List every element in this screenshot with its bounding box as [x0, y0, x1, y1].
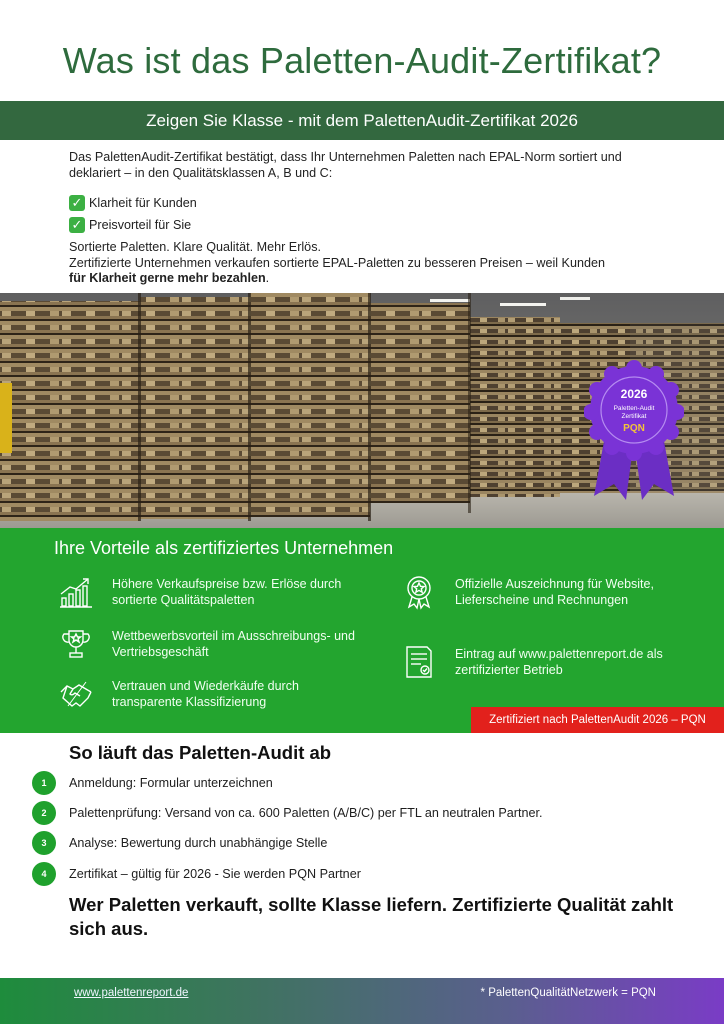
checkmark-icon: ✓ [69, 195, 85, 211]
rising-chart-icon [58, 574, 94, 610]
step-item [32, 801, 542, 825]
seal-line-1: Paletten-Audit [613, 405, 655, 412]
value-line-2: Zertifizierte Unternehmen verkaufen sortierte EPAL-Paletten zu besseren Preisen – weil Kunden [69, 255, 605, 270]
award-medal-icon [401, 574, 437, 610]
benefit-text: Eintrag auf www.palettenreport.de als zertifizierter Betrieb [455, 647, 663, 677]
step-text: Palettenprüfung: Versand von ca. 600 Paletten (A/B/C) per FTL an neutralen Partner. [69, 806, 543, 820]
benefit-item [58, 574, 362, 610]
step-number: 4 [32, 862, 56, 886]
benefit-text: Wettbewerbsvorteil im Ausschreibungs- und Vertriebsgeschäft [112, 629, 355, 659]
step-item [32, 771, 273, 795]
benefit-item [401, 644, 705, 680]
check-list [69, 192, 197, 236]
checkmark-icon: ✓ [69, 217, 85, 233]
benefit-text: Offizielle Auszeichnung für Website, Lieferscheine und Rechnungen [455, 577, 654, 607]
seal-line-2: Zertifikat [621, 413, 647, 420]
pqn-footnote: * PalettenQualitätNetzwerk = PQN [480, 987, 656, 999]
check-item [69, 214, 197, 236]
intro-text: Das PalettenAudit-Zertifikat bestätigt, dass Ihr Unternehmen Paletten nach EPAL-Norm sortiert und deklariert – in den Qualitätsklassen A, B und C: [69, 150, 622, 180]
benefit-text: Höhere Verkaufspreise bzw. Erlöse durch sortierte Qualitätspaletten [112, 577, 342, 607]
handshake-icon [58, 676, 94, 712]
seal-brand: PQN [623, 423, 645, 434]
step-item [32, 831, 327, 855]
value-bold: für Klarheit gerne mehr bezahlen [69, 271, 266, 285]
check-label: Klarheit für Kunden [89, 196, 197, 210]
footer-bar [0, 978, 724, 1024]
certified-tag: Zertifiziert nach PalettenAudit 2026 – PQN [471, 707, 724, 733]
steps-title: So läuft das Paletten-Audit ab [69, 742, 332, 763]
certificate-document-icon [401, 644, 437, 680]
check-item [69, 192, 197, 214]
page-title: Was ist das Paletten-Audit-Zertifikat? [62, 40, 662, 81]
step-number: 2 [32, 801, 56, 825]
benefit-item [401, 574, 705, 610]
benefit-text: Vertrauen und Wiederkäufe durch transparente Klassifizierung [112, 679, 299, 709]
step-text: Zertifikat – gültig für 2026 - Sie werden PQN Partner [69, 867, 361, 881]
pqn-seal-badge [584, 360, 684, 500]
step-number: 3 [32, 831, 56, 855]
value-paragraph [69, 240, 689, 287]
trophy-icon [58, 626, 94, 662]
benefits-title: Ihre Vorteile als zertifiziertes Unternehmen [54, 538, 394, 558]
step-text: Analyse: Bewertung durch unabhängige Stelle [69, 836, 328, 850]
closing-statement: Wer Paletten verkauft, sollte Klasse liefern. Zertifizierte Qualität zahlt sich aus. [69, 894, 674, 939]
step-number: 1 [32, 771, 56, 795]
step-text: Anmeldung: Formular unterzeichnen [69, 776, 273, 790]
benefit-item [58, 626, 362, 662]
seal-year: 2026 [620, 387, 648, 401]
step-item [32, 862, 361, 886]
subtitle-band: Zeigen Sie Klasse - mit dem PalettenAudit-Zertifikat 2026 [0, 101, 724, 140]
check-label: Preisvorteil für Sie [89, 218, 192, 232]
value-line-3: für Klarheit gerne mehr bezahlen. [69, 271, 270, 285]
value-line-1: Sortierte Paletten. Klare Qualität. Mehr Erlös. [69, 240, 321, 254]
benefit-item [58, 676, 362, 712]
benefits-section [0, 528, 724, 733]
website-link[interactable]: www.palettenreport.de [74, 987, 189, 999]
rosette-icon [584, 360, 684, 500]
